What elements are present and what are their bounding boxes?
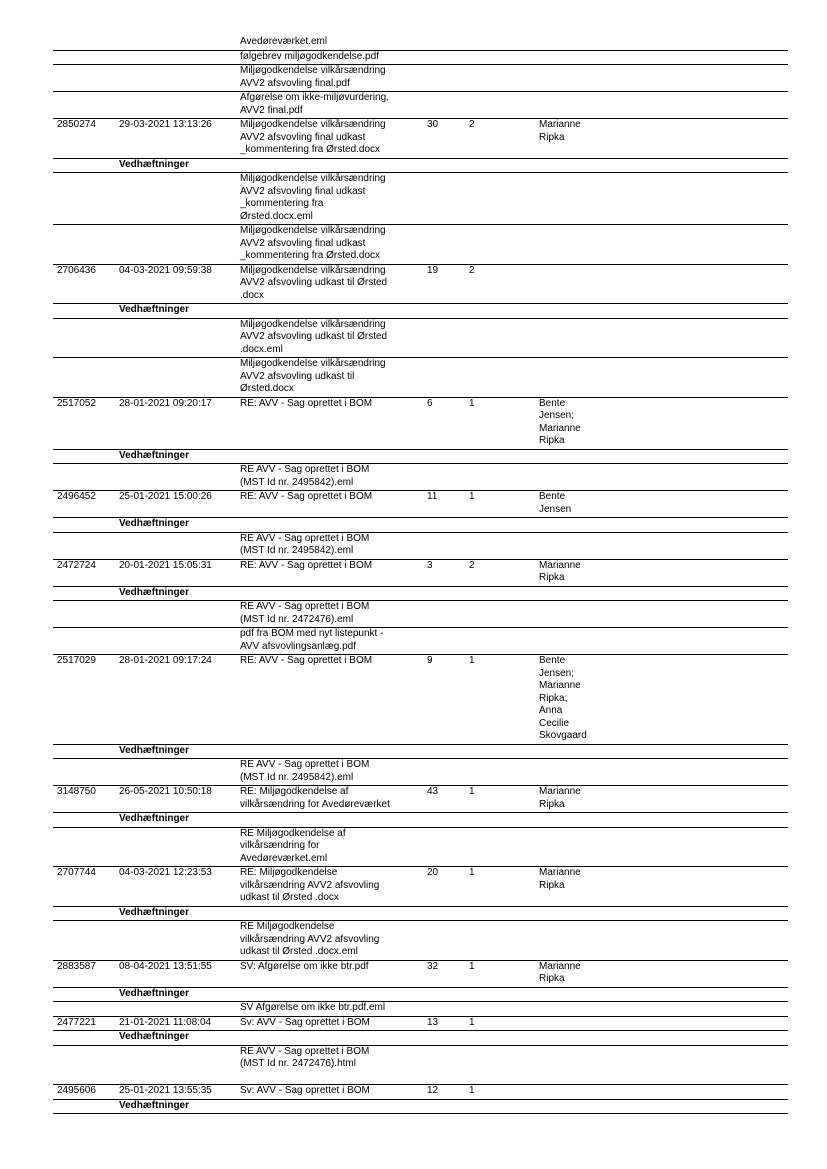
attachments-label: Vedhæftninger [119, 987, 190, 999]
attachment-row [53, 51, 788, 66]
attachment-filename: følgebrev miljøgodkendelse.pdf [240, 50, 379, 62]
page-count: 12 [427, 1085, 439, 1096]
document-title: RE: AVV - Sag oprettet i BOM [240, 559, 373, 571]
version-count: 1 [469, 786, 475, 797]
recipients: Marianne Ripka [539, 559, 581, 583]
page-count: 32 [427, 960, 439, 972]
attachment-row [53, 533, 788, 560]
document-id: 2706436 [57, 264, 96, 276]
attachment-filename: pdf fra BOM med nyt listepunkt - AVV afsvovlingsanlæg.pdf [240, 628, 384, 652]
document-title: Miljøgodkendelse vilkårsændring AVV2 afsvovling udkast til Ørsted .docx [240, 264, 388, 301]
attachment-filename: RE Miljøgodkendelse af vilkårsændring for Avedøreværket.eml [240, 827, 346, 864]
attachment-filename: Miljøgodkendelse vilkårsændring AVV2 afsvovling final.pdf [240, 65, 386, 89]
document-row [53, 491, 788, 518]
attachment-row [53, 1002, 788, 1017]
attachment-filename: Miljøgodkendelse vilkårsændring AVV2 afsvovling udkast til Ørsted .docx.eml [240, 318, 388, 355]
document-title: RE: Miljøgodkendelse vilkårsændring AVV2 afsvovling udkast til Ørsted .docx [240, 867, 380, 903]
recipients: Marianne Ripka [539, 786, 581, 810]
page-count: 11 [427, 491, 438, 502]
document-row [53, 867, 788, 907]
document-date: 25-01-2021 15:00:26 [119, 491, 212, 502]
document-id: 2883587 [57, 960, 96, 972]
attachment-filename: RE AVV - Sag oprettet i BOM (MST Id nr. 2495842).eml [240, 532, 370, 556]
document-date: 29-03-2021 13:13:26 [119, 119, 212, 130]
recipients: Bente Jensen; Marianne Ripka; Anna Cecilie Skovgaard [539, 655, 587, 741]
document-date: 04-03-2021 09:59:38 [119, 264, 212, 276]
document-title: Sv: AVV - Sag oprettet i BOM [240, 1085, 370, 1096]
attachment-row [53, 65, 788, 92]
version-count: 1 [469, 1016, 475, 1028]
document-id: 2495606 [57, 1085, 96, 1096]
document-title: RE: AVV - Sag oprettet i BOM [240, 397, 373, 409]
attachment-filename: RE AVV - Sag oprettet i BOM (MST Id nr. 2495842).eml [240, 464, 370, 488]
attachments-label: Vedhæftninger [119, 813, 190, 824]
attachments-header-row [53, 450, 788, 465]
recipients: Bente Jensen [539, 491, 572, 515]
attachments-header-row [53, 518, 788, 533]
attachments-header-row [53, 304, 788, 319]
page-count: 6 [427, 397, 433, 409]
recipients: Marianne Ripka [539, 119, 581, 143]
attachment-row [53, 601, 788, 628]
recipients: Marianne Ripka [539, 960, 581, 984]
document-title: RE: Miljøgodkendelse af vilkårsændring for Avedøreværket [240, 786, 390, 810]
document-date: 28-01-2021 09:17:24 [119, 655, 212, 666]
recipients: Marianne Ripka [539, 867, 581, 891]
recipients: Bente Jensen; Marianne Ripka [539, 397, 581, 446]
attachment-row [53, 225, 788, 265]
attachment-filename: RE AVV - Sag oprettet i BOM (MST Id nr. 2472476).html [240, 1045, 370, 1069]
attachments-header-row [53, 1100, 788, 1115]
attachments-header-row [53, 1031, 788, 1046]
document-title: Sv: AVV - Sag oprettet i BOM [240, 1016, 370, 1028]
row-divider [53, 1113, 788, 1114]
attachment-row [53, 173, 788, 225]
page-count: 20 [427, 867, 439, 878]
attachments-header-row [53, 907, 788, 922]
attachment-row [53, 759, 788, 786]
attachment-row [53, 319, 788, 359]
attachment-filename: Miljøgodkendelse vilkårsændring AVV2 afsvovling udkast til Ørsted.docx [240, 358, 386, 394]
document-date: 21-01-2021 11:08:04 [119, 1016, 212, 1028]
version-count: 2 [469, 119, 475, 130]
version-count: 1 [469, 960, 475, 972]
attachment-row [53, 921, 788, 961]
document-title: Miljøgodkendelse vilkårsændring AVV2 afsvovling final udkast _kommentering fra Ørsted.docx [240, 119, 386, 155]
document-title: SV: Afgørelse om ikke btr.pdf [240, 960, 369, 972]
page-count: 30 [427, 119, 439, 130]
attachments-header-row [53, 587, 788, 602]
version-count: 1 [469, 397, 475, 409]
attachments-label: Vedhæftninger [119, 158, 190, 170]
document-date: 28-01-2021 09:20:17 [119, 397, 212, 409]
version-count: 1 [469, 1085, 475, 1096]
version-count: 2 [469, 559, 475, 571]
attachments-label: Vedhæftninger [119, 744, 190, 756]
attachments-label: Vedhæftninger [119, 449, 190, 461]
attachments-label: Vedhæftninger [119, 518, 190, 529]
document-id: 2850274 [57, 119, 96, 130]
attachments-header-row [53, 745, 788, 760]
version-count: 2 [469, 264, 475, 276]
attachments-header-row [53, 159, 788, 174]
attachment-filename: Miljøgodkendelse vilkårsændring AVV2 afsvovling final udkast _kommentering fra Ørsted.docx.eml [240, 173, 386, 222]
document-id: 2517029 [57, 655, 96, 666]
document-id: 2707744 [57, 867, 96, 878]
attachments-label: Vedhæftninger [119, 1099, 190, 1111]
attachments-label: Vedhæftninger [119, 906, 190, 918]
attachment-filename: Miljøgodkendelse vilkårsændring AVV2 afsvovling final udkast _kommentering fra Ørsted.docx [240, 225, 386, 261]
attachment-row [53, 36, 788, 51]
attachment-row [53, 464, 788, 491]
document-date: 25-01-2021 13:55:35 [119, 1085, 212, 1096]
document-list [53, 36, 788, 1114]
page-count: 13 [427, 1016, 439, 1028]
version-count: 1 [469, 867, 475, 878]
attachments-header-row [53, 813, 788, 828]
version-count: 1 [469, 655, 475, 666]
attachment-filename: Avedøreværket.eml [240, 36, 328, 47]
attachments-label: Vedhæftninger [119, 304, 190, 315]
page-count: 3 [427, 559, 433, 571]
attachment-filename: RE Miljøgodkendelse vilkårsændring AVV2 afsvovling udkast til Ørsted .docx.eml [240, 921, 380, 957]
attachments-label: Vedhæftninger [119, 586, 190, 598]
document-date: 08-04-2021 13:51:55 [119, 960, 212, 972]
attachments-label: Vedhæftninger [119, 1031, 190, 1042]
document-row [53, 786, 788, 813]
document-row [53, 1017, 788, 1032]
document-row [53, 265, 788, 305]
attachment-row [53, 92, 788, 119]
attachment-filename: RE AVV - Sag oprettet i BOM (MST Id nr. 2495842).eml [240, 759, 370, 783]
document-row [53, 1085, 788, 1100]
document-row [53, 560, 788, 587]
page-count: 43 [427, 786, 439, 797]
document-id: 2496452 [57, 491, 96, 502]
document-id: 3148750 [57, 786, 96, 797]
attachment-row [53, 628, 788, 655]
document-row [53, 655, 788, 745]
page-count: 9 [427, 655, 433, 666]
document-date: 26-05-2021 10:50:18 [119, 786, 212, 797]
document-id: 2472724 [57, 559, 96, 571]
attachment-row [53, 1046, 788, 1086]
document-id: 2477221 [57, 1016, 96, 1028]
attachment-row [53, 828, 788, 868]
document-date: 04-03-2021 12:23:53 [119, 867, 212, 878]
attachments-header-row [53, 988, 788, 1003]
document-id: 2517052 [57, 397, 96, 409]
version-count: 1 [469, 491, 475, 502]
document-row [53, 398, 788, 450]
attachment-row [53, 358, 788, 398]
document-title: RE: AVV - Sag oprettet i BOM [240, 491, 373, 502]
document-row [53, 961, 788, 988]
document-date: 20-01-2021 15:05:31 [119, 559, 212, 571]
attachment-filename: Afgørelse om ikke-miljøvurdering, AVV2 final.pdf [240, 92, 389, 116]
attachment-filename: RE AVV - Sag oprettet i BOM (MST Id nr. 2472476).eml [240, 601, 370, 625]
document-title: RE: AVV - Sag oprettet i BOM [240, 655, 373, 666]
attachment-filename: SV Afgørelse om ikke btr.pdf.eml [240, 1002, 386, 1013]
page-count: 19 [427, 264, 439, 276]
document-row [53, 119, 788, 159]
